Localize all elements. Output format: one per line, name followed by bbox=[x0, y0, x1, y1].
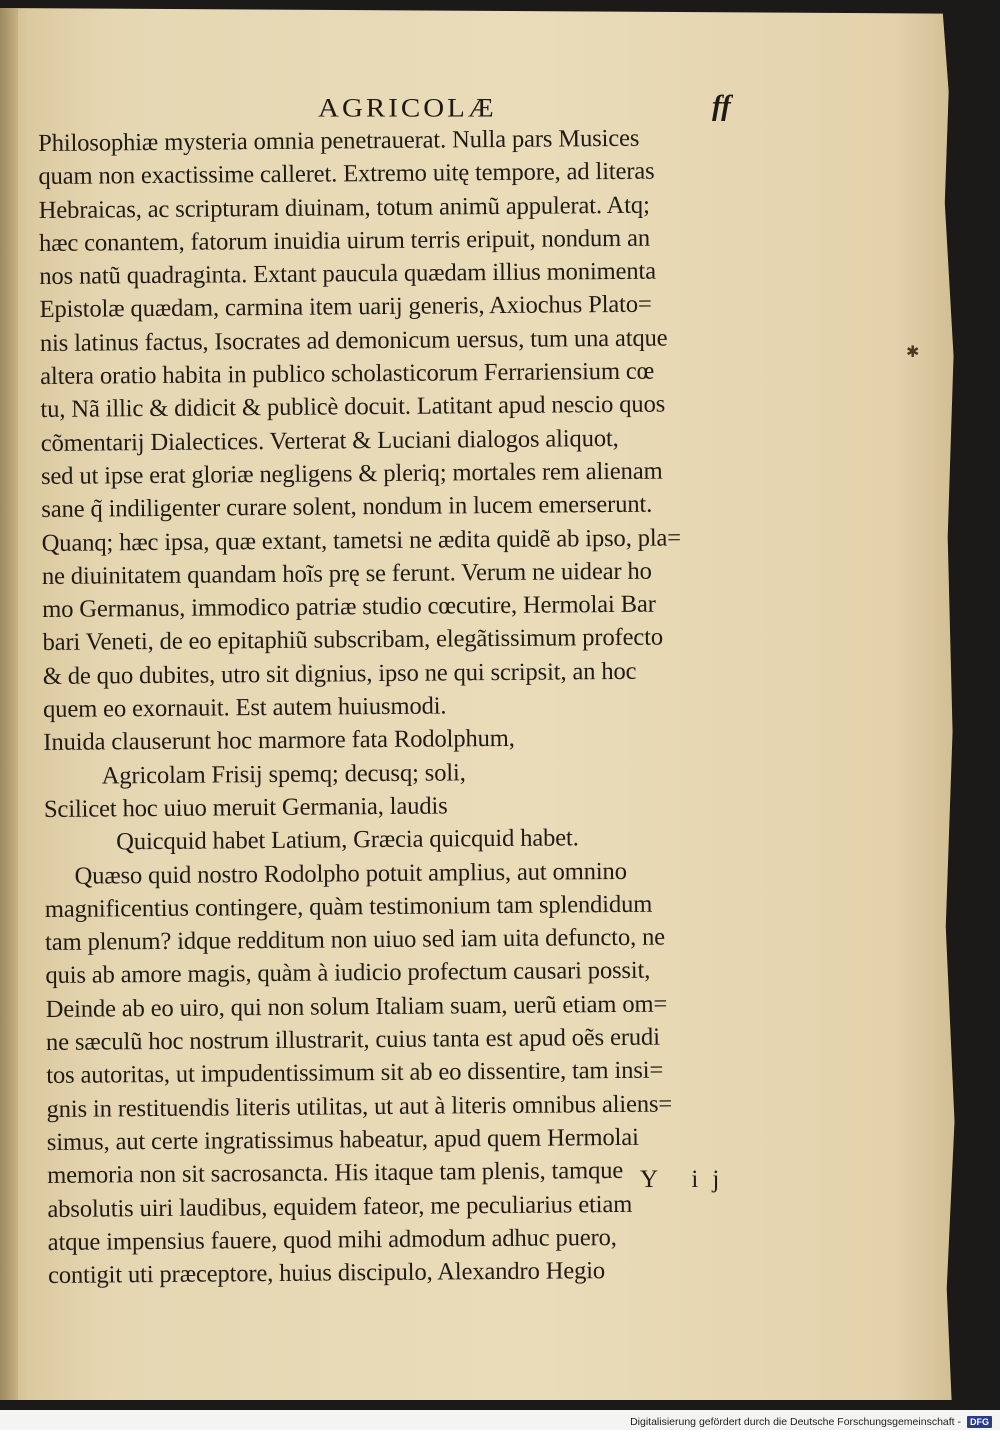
text-line: ne diuinitatem quandam hoĩs prę se ferunt. Verum ne uidear ho bbox=[41, 557, 652, 590]
text-line: tam plenum? idque redditum non uiuo sed iam uita defuncto, ne bbox=[44, 923, 666, 957]
margin-mark: ✱ bbox=[906, 342, 920, 361]
text-line: altera oratio habita in publico scholasticorum Ferrariensium cœ bbox=[40, 357, 655, 391]
text-line: tu, Nã illic & didicit & publicè docuit. Latitant apud nescio quos bbox=[40, 390, 666, 424]
text-line: memoria non sit sacrosancta. His itaque tam plenis, tamque bbox=[47, 1157, 624, 1190]
text-line: simus, aut certe ingratissimus habeatur, apud quem Hermolai bbox=[46, 1123, 639, 1156]
text-line: gnis in restituendis literis utilitas, ut aut à literis omnibus aliens= bbox=[46, 1090, 673, 1123]
text-line: quis ab amore magis, quàm à iudicio profectum causari possit, bbox=[45, 957, 651, 990]
verse-line: Agricolam Frisij spemq; decusq; soli, bbox=[101, 758, 466, 790]
text-line: atque impensius fauere, quod mihi admodum adhuc puero, bbox=[47, 1223, 617, 1256]
text-line: nos natũ quadraginta. Extant paucula quædam illius monimenta bbox=[39, 257, 657, 291]
text-line: hæc conantem, fatorum inuidia uirum terris eripuit, nondum an bbox=[38, 224, 651, 257]
text-line: & de quo dubites, utro sit dignius, ipso ne qui scripsit, an hoc bbox=[42, 657, 637, 690]
text-line: nis latinus factus, Isocrates ad demonicum uersus, tum una atque bbox=[39, 324, 668, 357]
dfg-logo: DFG bbox=[967, 1416, 992, 1428]
text-line: Hebraicas, ac scripturam diuinam, totum animũ appulerat. Atq; bbox=[38, 191, 650, 224]
main-text-block bbox=[38, 121, 788, 1293]
text-line: Quæso quid nostro Rodolpho potuit amplius, aut omnino bbox=[74, 857, 627, 890]
text-line: bari Veneti, de eo epitaphiũ subscribam, elegãtissimum profecto bbox=[42, 624, 664, 657]
text-line: sane q̃ indiligenter curare solent, nondum in lucem emerserunt. bbox=[41, 490, 653, 524]
running-head: AGRICOLÆ bbox=[318, 93, 497, 123]
text-line: quam non exactissime calleret. Extremo uitę tempore, ad literas bbox=[38, 157, 655, 191]
text-line: ne sæculũ hoc nostrum illustrarit, cuius tanta est apud oẽs erudi bbox=[45, 1023, 660, 1056]
text-line: Philosophiæ mysteria omnia penetrauerat. Nulla pars Musices bbox=[38, 124, 640, 157]
folio-number: ff bbox=[712, 90, 731, 122]
text-line: Epistolæ quædam, carmina item uarij generis, Axiochus Plato= bbox=[39, 291, 652, 324]
text-line: Deinde ab eo uiro, qui non solum Italiam suam, uerũ etiam om= bbox=[45, 990, 668, 1023]
text-line: Quanq; hæc ipsa, quæ extant, tametsi ne ædita quidẽ ab ipso, pla= bbox=[41, 523, 682, 557]
footer-text: Digitalisierung gefördert durch die Deutsche Forschungsgemeinschaft - bbox=[630, 1416, 961, 1428]
text-line: absolutis uiri laudibus, equidem fateor, me peculiarius etiam bbox=[47, 1190, 633, 1223]
verse-line: Inuida clauserunt hoc marmore fata Rodolphum, bbox=[43, 725, 515, 757]
digitization-footer bbox=[630, 1416, 992, 1428]
verse-line: Scilicet hoc uiuo meruit Germania, laudis bbox=[43, 792, 448, 823]
text-line: magnificentius contingere, quàm testimonium tam splendidum bbox=[44, 890, 653, 923]
text-line: quem eo exornauit. Est autem huiusmodi. bbox=[42, 692, 447, 724]
page-gutter-edge bbox=[0, 8, 18, 1400]
text-line: tos autoritas, ut impudentissimum sit ab eo dissentire, tam insi= bbox=[46, 1056, 664, 1090]
verse-line: Quicquid habet Latium, Græcia quicquid habet. bbox=[116, 824, 579, 856]
signature-mark: Y ij bbox=[640, 1166, 734, 1193]
text-line: cõmentarij Dialectices. Verterat & Luciani dialogos aliquot, bbox=[40, 424, 619, 457]
text-line: sed ut ipse erat gloriæ negligens & pleriq; mortales rem alienam bbox=[40, 457, 663, 490]
text-line: contigit uti præceptore, huius discipulo, Alexandro Hegio bbox=[47, 1257, 606, 1290]
text-line: mo Germanus, immodico patriæ studio cœcutire, Hermolai Bar bbox=[42, 590, 656, 624]
